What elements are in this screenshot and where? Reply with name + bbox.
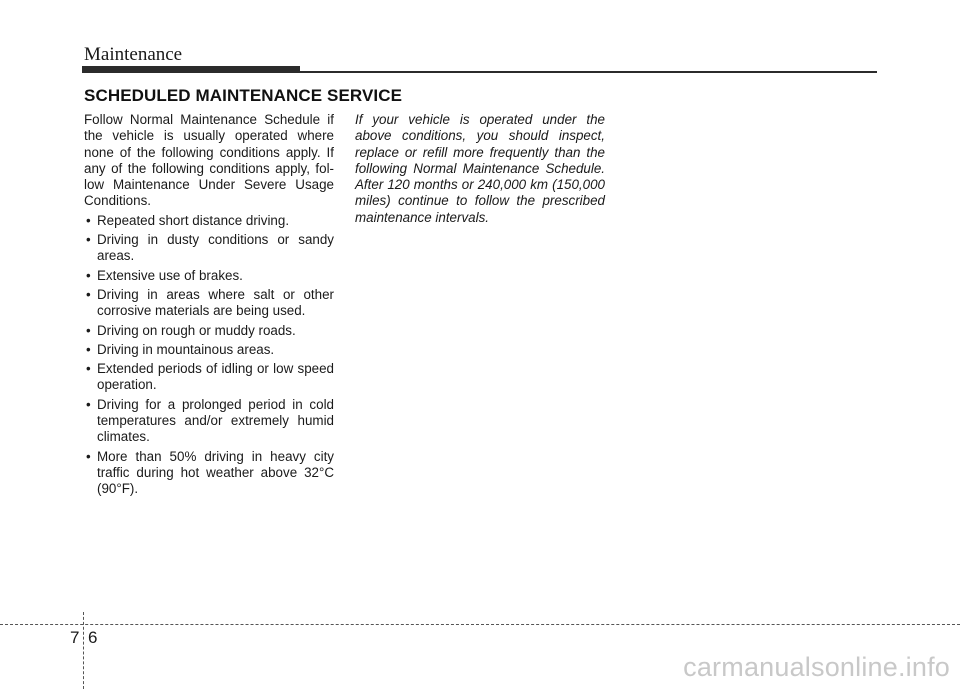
watermark: carmanualsonline.info: [683, 652, 950, 682]
list-item: • Extended periods of idling or low speed operation.: [86, 361, 334, 393]
bullet-icon: •: [86, 361, 91, 377]
section-title: SCHEDULED MAINTENANCE SERVICE: [84, 86, 403, 105]
bullet-icon: •: [86, 232, 91, 248]
list-item: • Driving in mountainous areas.: [86, 341, 275, 357]
right-column: [355, 112, 605, 226]
severe-usage-note: If your vehicle is operated under the above conditions, you should inspect, replace or refill more frequently than the following Normal Maintenance Schedule. After 120 months or 240,000 km (150,000 miles) continue to follow the prescribed maintenance intervals.: [355, 112, 605, 225]
footer-page-divider: [83, 612, 84, 689]
header-rule-thick: [82, 66, 300, 73]
footer-rule: [0, 624, 960, 625]
page-number: 6: [88, 628, 98, 647]
header-title: Maintenance: [84, 44, 183, 65]
bullet-icon: •: [86, 322, 91, 338]
bullet-icon: •: [86, 448, 91, 464]
list-item: • Repeated short distance driving.: [86, 212, 290, 228]
intro-paragraph: Follow Normal Maintenance Schedule if the vehicle is usually operated where none of the following conditions apply. If any of the following conditions apply, fol-low Maintenance Under Severe Usage Conditions.: [84, 112, 334, 209]
list-item: • Driving in areas where salt or other corrosive materials are being used.: [86, 286, 334, 319]
chapter-number: 7: [70, 628, 80, 647]
left-column: [84, 112, 334, 501]
bullet-icon: •: [86, 267, 91, 283]
conditions-list: [84, 213, 334, 498]
header-rule-thin: [300, 71, 877, 73]
list-item: • Driving on rough or muddy roads.: [86, 322, 296, 338]
list-item: • Driving for a prolonged period in cold temperatures and/or extremely humid climates.: [86, 396, 334, 445]
bullet-icon: •: [86, 341, 91, 357]
bullet-icon: •: [86, 286, 91, 302]
bullet-icon: •: [86, 212, 91, 228]
list-item: • Driving in dusty conditions or sandy areas.: [86, 232, 334, 264]
list-item: • More than 50% driving in heavy city traffic during hot weather above 32°C (90°F).: [86, 448, 334, 497]
list-item: • Extensive use of brakes.: [86, 267, 243, 283]
bullet-icon: •: [86, 396, 91, 412]
